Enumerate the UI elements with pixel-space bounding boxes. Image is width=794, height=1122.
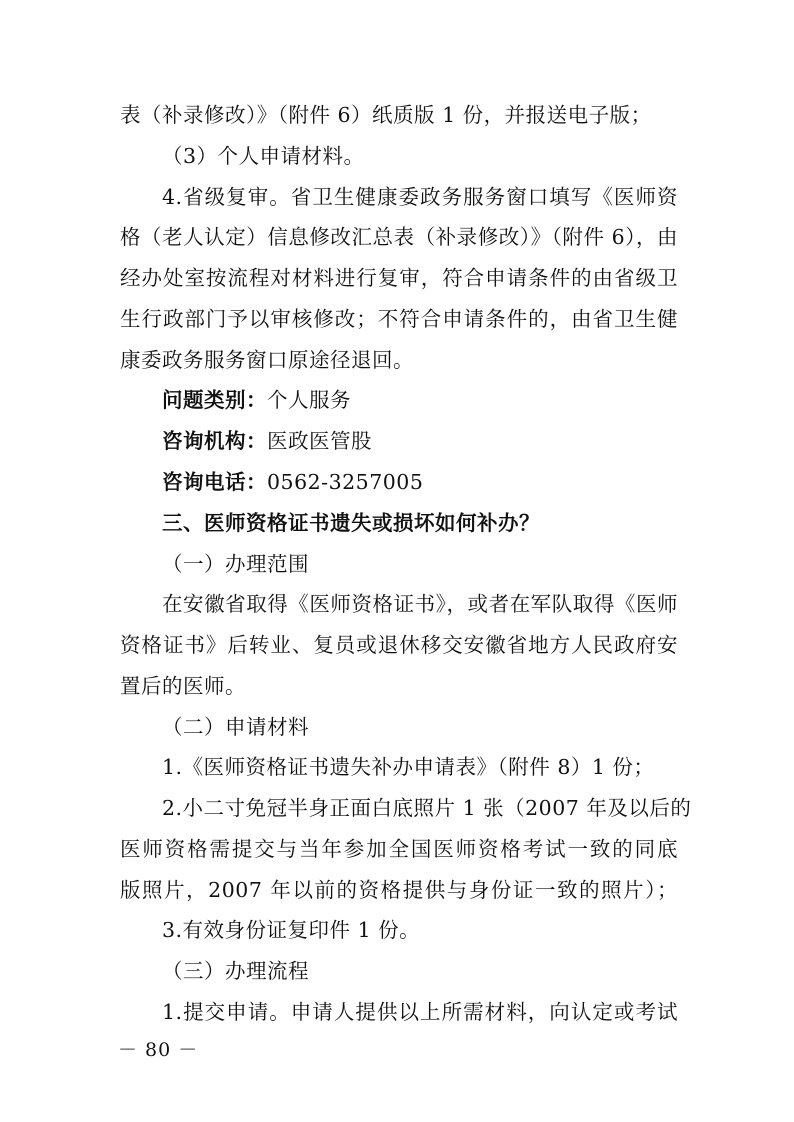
text-line: 版照片，2007 年以前的资格提供与身份证一致的照片）； — [120, 877, 678, 902]
phone-label: 咨询电话： — [162, 469, 267, 494]
text-line: 3.有效身份证复印件 1 份。 — [162, 918, 421, 943]
text-line: 资格证书》后转业、复员或退休移交安徽省地方人民政府安 — [120, 633, 678, 658]
text-line: 生行政部门予以审核修改；不符合申请条件的，由省卫生健 — [120, 306, 678, 331]
category-row — [162, 388, 720, 412]
text-line: 2.小二寸免冠半身正面白底照片 1 张（2007 年及以后的 — [162, 796, 692, 821]
subheading-materials: （二）申请材料 — [162, 714, 309, 739]
text-line: 4.省级复审。省卫生健康委政务服务窗口填写《医师资 — [162, 184, 678, 209]
agency-row — [162, 429, 720, 453]
text-line: 在安徽省取得《医师资格证书》，或者在军队取得《医师 — [162, 592, 678, 617]
phone-row — [162, 470, 720, 494]
section-heading: 三、医师资格证书遗失或损坏如何补办？ — [162, 510, 540, 535]
text-line: 表（补录修改）》（附件 6）纸质版 1 份，并报送电子版； — [120, 103, 652, 127]
text-line: 置后的医师。 — [120, 673, 246, 698]
category-value: 个人服务 — [267, 388, 351, 413]
text-line: 1.《医师资格证书遗失补办申请表》（附件 8）1 份； — [162, 755, 655, 780]
text-line: 1.提交申请。申请人提供以上所需材料，向认定或考试 — [162, 1000, 678, 1024]
text-line: 格（老人认定）信息修改汇总表（补录修改）》（附件 6），由 — [120, 225, 678, 250]
page-number: － 80 － — [118, 1039, 199, 1061]
text-line: 医师资格需提交与当年参加全国医师资格考试一致的同底 — [120, 836, 678, 861]
subheading-scope: （一）办理范围 — [162, 551, 309, 576]
phone-value: 0562-3257005 — [267, 469, 424, 494]
category-label: 问题类别： — [162, 388, 267, 413]
agency-label: 咨询机构： — [162, 429, 267, 454]
text-line: 经办处室按流程对材料进行复审，符合申请条件的由省级卫 — [120, 266, 678, 291]
text-line: （3）个人申请材料。 — [162, 143, 365, 168]
subheading-process: （三）办理流程 — [162, 959, 309, 984]
text-line: 康委政务服务窗口原途径退回。 — [120, 347, 414, 372]
agency-value: 医政医管股 — [267, 429, 372, 454]
